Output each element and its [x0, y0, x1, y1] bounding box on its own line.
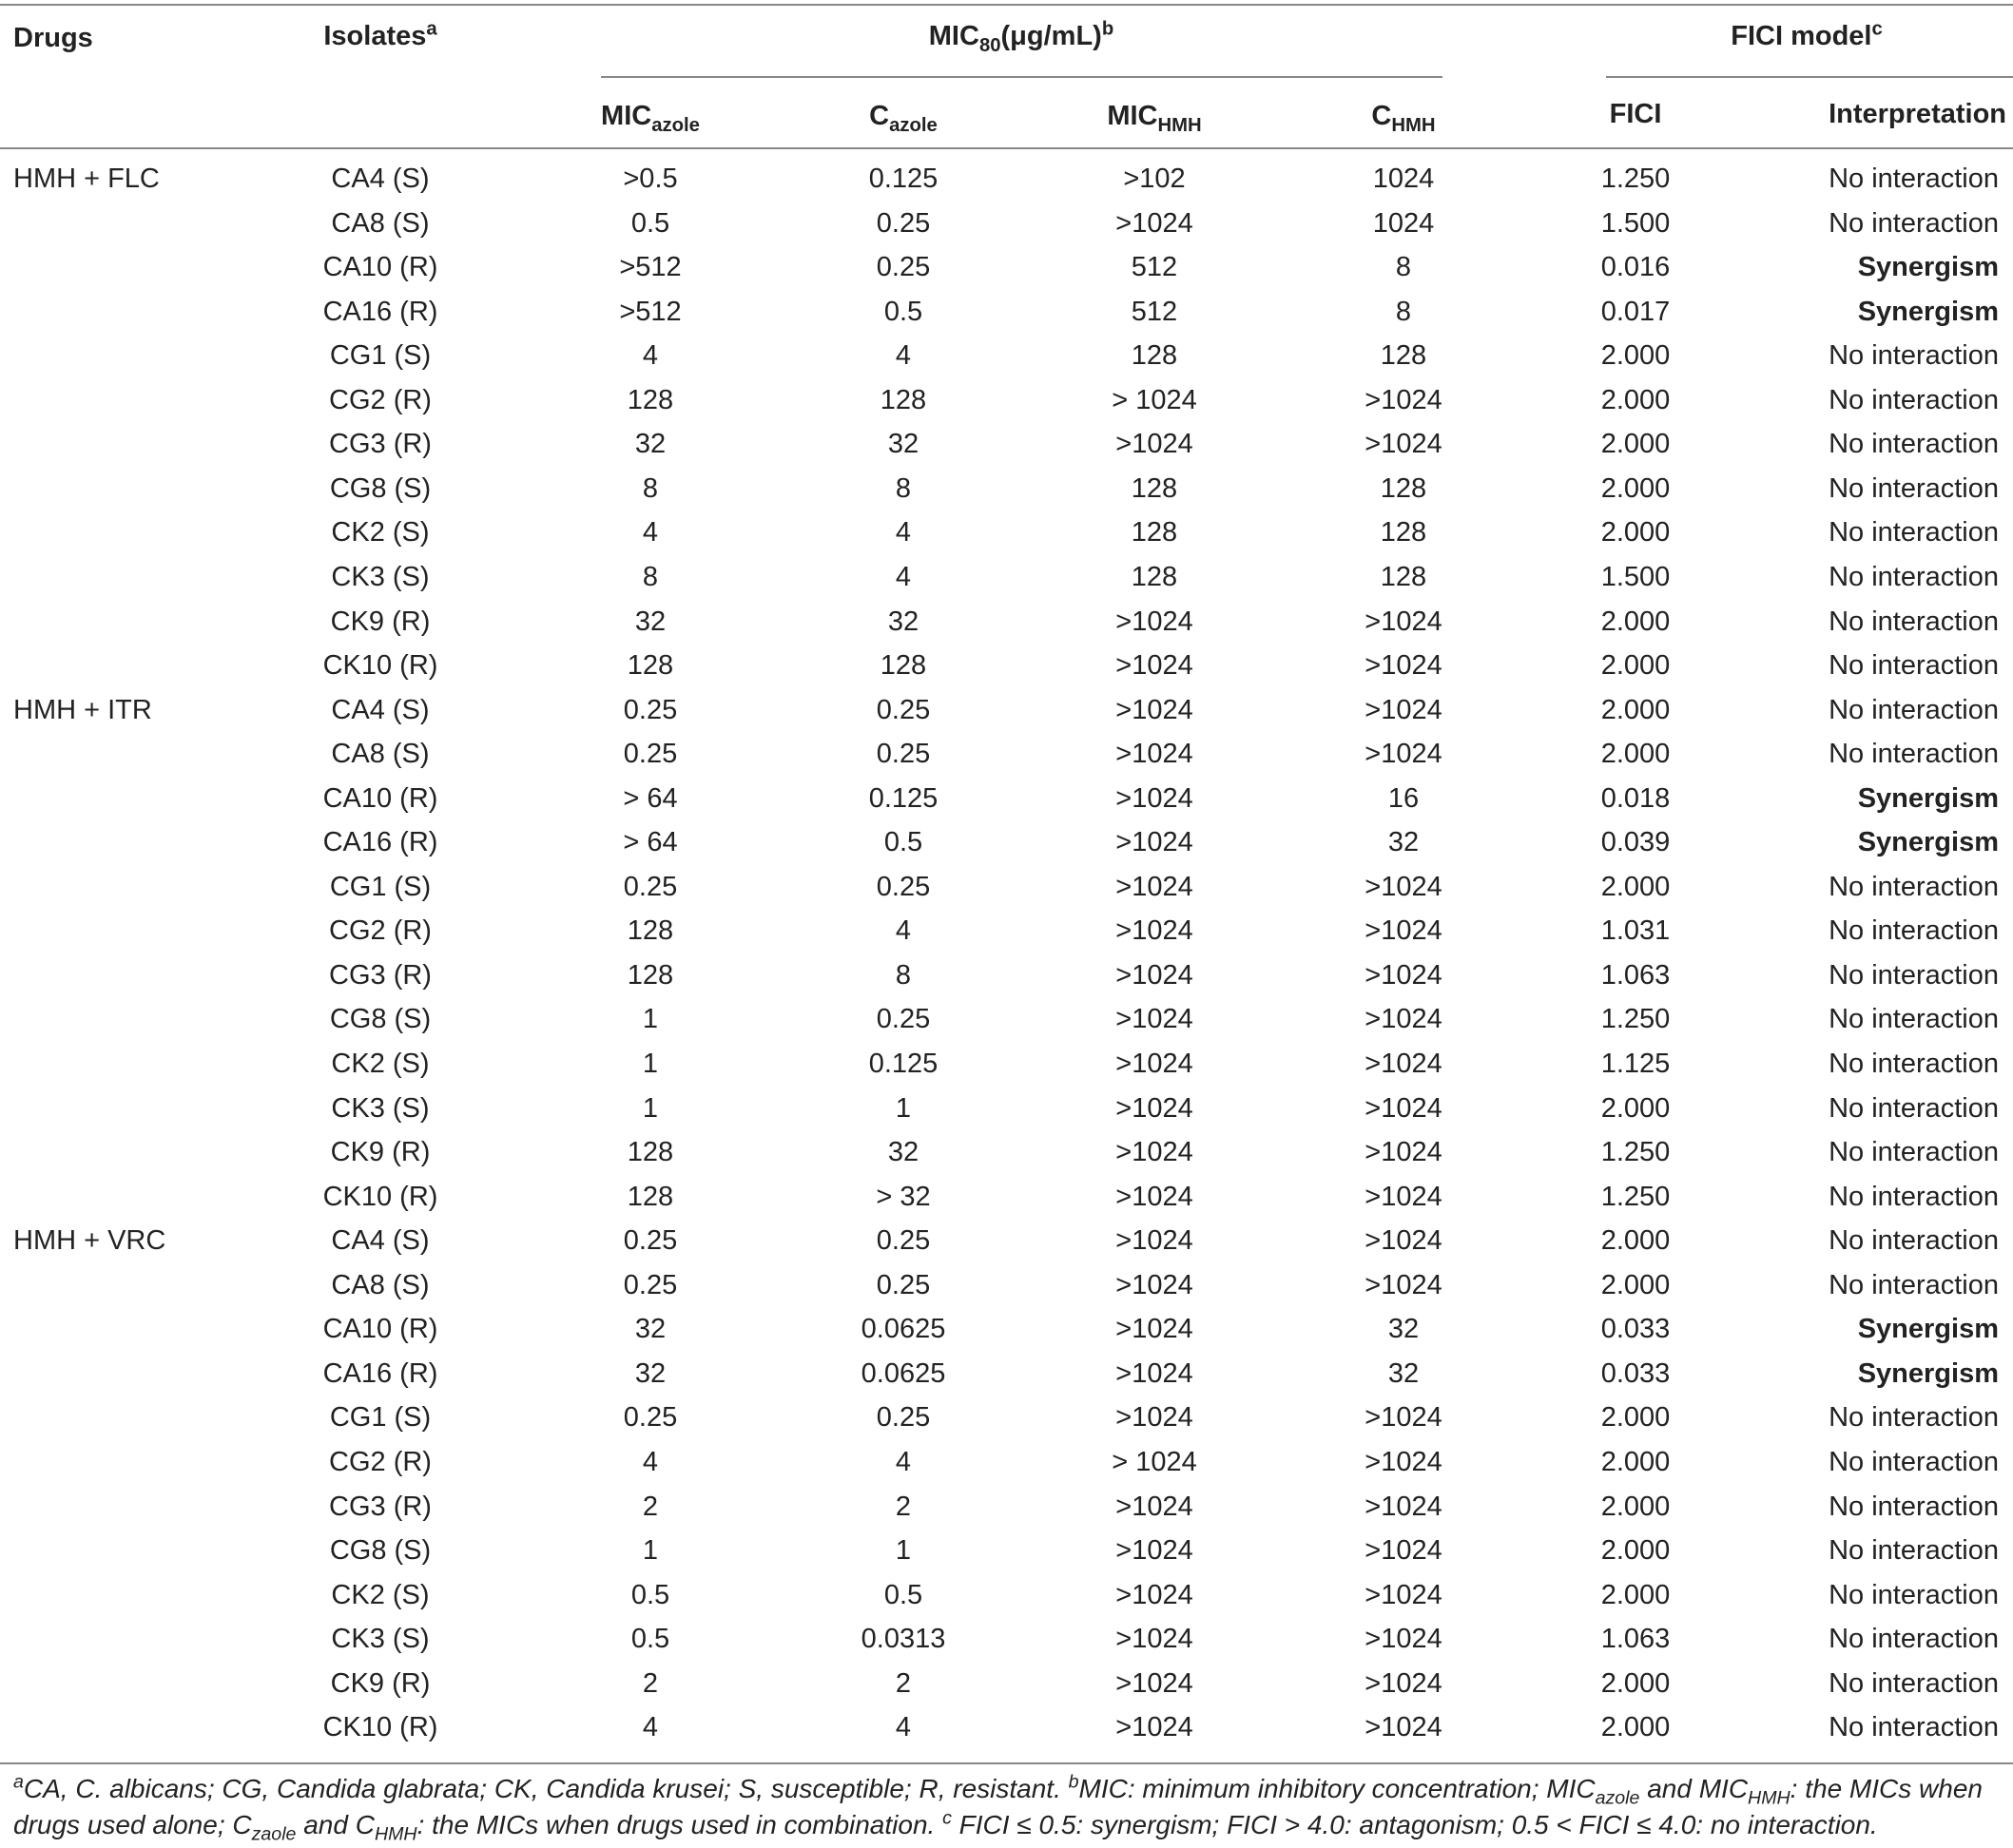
cell-c-hmh: >1024 [1365, 1446, 1442, 1477]
cell-interpretation: No interaction [1829, 1092, 1999, 1124]
cell-fici: 1.500 [1600, 561, 1671, 592]
cell-interpretation: Synergism [1857, 252, 1999, 283]
cell-fici: 2.000 [1600, 606, 1671, 637]
cell-mic-hmh: 128 [1131, 561, 1178, 592]
cell-c-hmh: >1024 [1365, 1624, 1442, 1655]
cell-c-azole: 8 [895, 472, 912, 504]
cell-mic-azole: 32 [634, 1357, 667, 1389]
header-c-hmh: $C_{HMH}$ [1371, 101, 1436, 136]
cell-fici: 1.500 [1600, 207, 1671, 239]
cell-mic-azole: 0.25 [623, 694, 678, 725]
cell-mic-hmh: >1024 [1115, 1402, 1193, 1434]
cell-mic-hmh: >1024 [1115, 959, 1193, 991]
header-fici: FICI [1609, 99, 1662, 129]
cell-interpretation: No interaction [1829, 429, 1999, 460]
header-fici-model-group: FICI model$^c$ [1731, 18, 1883, 51]
cell-mic-hmh: >1024 [1115, 1004, 1193, 1035]
cell-interpretation: No interaction [1829, 1491, 1999, 1522]
cell-mic-azole: 8 [642, 472, 659, 504]
cell-isolate: CK9 (R) [330, 606, 431, 637]
cell-isolate: CK9 (R) [330, 1137, 431, 1168]
header-drugs: Drugs [13, 23, 93, 53]
cell-isolate: CK2 (S) [331, 1579, 430, 1610]
cell-fici: 2.000 [1600, 1092, 1671, 1124]
cell-fici: 2.000 [1600, 871, 1671, 902]
cell-interpretation: No interaction [1829, 517, 1999, 549]
fici-group-rule [1606, 76, 2013, 78]
cell-mic-hmh: 512 [1131, 252, 1178, 283]
cell-interpretation: No interaction [1829, 1624, 1999, 1655]
cell-mic-hmh: >1024 [1115, 1624, 1193, 1655]
cell-isolate: CG2 (R) [329, 384, 432, 415]
header-mic80-group: $MIC_{80}(\mu g/mL)^b$ [928, 18, 1114, 56]
cell-mic-hmh: 128 [1131, 517, 1178, 549]
cell-mic-azole: 0.25 [623, 871, 678, 902]
cell-c-azole: 2 [895, 1491, 912, 1522]
cell-c-hmh: >1024 [1365, 1181, 1442, 1212]
cell-isolate: CG1 (S) [329, 1402, 432, 1434]
cell-c-azole: 0.5 [883, 827, 923, 858]
cell-c-hmh: 32 [1387, 1314, 1420, 1345]
cell-c-azole: 0.5 [883, 1579, 923, 1610]
cell-isolate: CG2 (R) [329, 1446, 432, 1477]
cell-isolate: CA10 (R) [322, 782, 438, 814]
cell-mic-hmh: >1024 [1115, 429, 1193, 460]
cell-c-azole: 128 [880, 650, 927, 682]
cell-mic-azole: 4 [642, 1712, 659, 1743]
cell-mic-azole: 32 [634, 429, 667, 460]
cell-c-azole: 0.25 [876, 871, 931, 902]
cell-fici: 2.000 [1600, 1579, 1671, 1610]
cell-fici: 1.250 [1600, 1137, 1671, 1168]
cell-c-hmh: 16 [1387, 782, 1420, 814]
cell-mic-azole: 1 [642, 1049, 659, 1079]
cell-mic-hmh: >1024 [1115, 1667, 1193, 1699]
cell-mic-azole: 0.5 [630, 207, 670, 239]
cell-fici: 1.250 [1600, 1181, 1671, 1212]
cell-mic-hmh: >1024 [1115, 915, 1193, 947]
cell-mic-hmh: >1024 [1115, 827, 1193, 858]
header-bottom-rule [0, 147, 2013, 149]
cell-c-hmh: >1024 [1365, 1579, 1442, 1610]
cell-interpretation: Synergism [1857, 296, 1999, 327]
cell-isolate: CG1 (S) [329, 871, 432, 902]
cell-c-azole: 0.25 [876, 207, 931, 239]
cell-c-hmh: >1024 [1365, 1049, 1442, 1079]
cell-c-azole: 0.25 [876, 739, 931, 770]
cell-interpretation: No interaction [1829, 1535, 1999, 1567]
cell-isolate: CG3 (R) [329, 959, 432, 991]
cell-interpretation: No interaction [1829, 959, 1999, 991]
cell-isolate: CA8 (S) [331, 739, 430, 770]
cell-fici: 2.000 [1600, 1402, 1671, 1434]
cell-c-azole: 4 [895, 517, 912, 549]
cell-interpretation: No interaction [1829, 1446, 1999, 1477]
cell-fici: 2.000 [1600, 429, 1671, 460]
cell-c-azole: 8 [895, 959, 912, 991]
cell-mic-azole: 4 [642, 517, 659, 549]
cell-isolate: CG2 (R) [329, 915, 432, 947]
cell-interpretation: No interaction [1829, 739, 1999, 770]
cell-mic-azole: 0.25 [623, 1225, 678, 1257]
cell-c-hmh: >1024 [1365, 1269, 1442, 1300]
cell-c-hmh: 8 [1395, 296, 1412, 327]
cell-isolate: CA10 (R) [322, 252, 438, 283]
table-footnote-line-2: drugs used alone; $C_{zaole}$ and $C_{HMH}$: the MICs when drugs used in combination. $^c$ FICI ≤ 0.5: synergism; FICI > 4.0: antagonism; 0.5 < FICI ≤ 4.0: no interaction. [13, 1807, 1878, 1845]
cell-isolate: CK3 (S) [331, 561, 430, 592]
cell-isolate: CK10 (R) [322, 1181, 438, 1212]
cell-c-azole: > 32 [876, 1181, 931, 1212]
cell-isolate: CA4 (S) [331, 1225, 430, 1257]
cell-c-hmh: >1024 [1365, 1225, 1442, 1257]
mic-group-rule [601, 76, 1442, 78]
cell-mic-azole: 2 [642, 1491, 659, 1522]
cell-mic-hmh: >1024 [1115, 1314, 1193, 1345]
cell-interpretation: No interaction [1829, 1181, 1999, 1212]
cell-drugs: HMH + FLC [13, 164, 160, 194]
cell-mic-hmh: >1024 [1115, 1579, 1193, 1610]
cell-interpretation: Synergism [1857, 827, 1999, 858]
cell-isolate: CA4 (S) [331, 694, 430, 725]
cell-c-hmh: >1024 [1365, 1004, 1442, 1035]
cell-interpretation: No interaction [1829, 164, 1999, 194]
cell-mic-azole: 0.5 [630, 1579, 670, 1610]
cell-fici: 1.063 [1600, 1624, 1671, 1655]
cell-mic-azole: 1 [642, 1535, 659, 1567]
cell-fici: 2.000 [1600, 694, 1671, 725]
cell-c-hmh: >1024 [1365, 871, 1442, 902]
cell-isolate: CK3 (S) [331, 1624, 430, 1655]
cell-c-hmh: 32 [1387, 827, 1420, 858]
cell-interpretation: No interaction [1829, 1225, 1999, 1257]
header-mic-azole: $MIC_{azole}$ [601, 101, 700, 136]
cell-mic-azole: 128 [627, 650, 674, 682]
cell-c-azole: 4 [895, 561, 912, 592]
cell-mic-azole: 0.25 [623, 1402, 678, 1434]
cell-mic-hmh: >1024 [1115, 1137, 1193, 1168]
cell-fici: 2.000 [1600, 650, 1671, 682]
cell-isolate: CG1 (S) [329, 340, 432, 372]
cell-isolate: CK9 (R) [330, 1667, 431, 1699]
cell-fici: 2.000 [1600, 340, 1671, 372]
cell-mic-hmh: >1024 [1115, 1092, 1193, 1124]
cell-drugs: HMH + ITR [13, 694, 152, 725]
cell-c-azole: 0.25 [876, 1402, 931, 1434]
cell-mic-azole: > 64 [623, 827, 678, 858]
cell-fici: 2.000 [1600, 1269, 1671, 1300]
cell-c-azole: 32 [887, 606, 919, 637]
cell-interpretation: No interaction [1829, 1667, 1999, 1699]
cell-c-azole: 0.25 [876, 1269, 931, 1300]
cell-mic-azole: 128 [627, 959, 674, 991]
cell-isolate: CA8 (S) [331, 1269, 430, 1300]
cell-mic-azole: >512 [619, 252, 682, 283]
cell-mic-azole: 8 [642, 561, 659, 592]
cell-c-hmh: 1024 [1372, 207, 1435, 239]
cell-mic-hmh: >102 [1123, 164, 1186, 194]
cell-fici: 1.125 [1600, 1049, 1671, 1079]
cell-fici: 0.017 [1600, 296, 1671, 327]
header-isolates: Isolates$^a$ [323, 18, 437, 51]
cell-mic-azole: 1 [642, 1092, 659, 1124]
cell-isolate: CA16 (R) [322, 296, 438, 327]
cell-mic-hmh: >1024 [1115, 1181, 1193, 1212]
cell-mic-azole: 128 [627, 384, 674, 415]
cell-c-hmh: 8 [1395, 252, 1412, 283]
cell-fici: 2.000 [1600, 517, 1671, 549]
cell-fici: 1.250 [1600, 1004, 1671, 1035]
cell-c-azole: 0.25 [876, 252, 931, 283]
cell-mic-hmh: > 1024 [1112, 1446, 1197, 1477]
cell-mic-hmh: >1024 [1115, 1269, 1193, 1300]
cell-c-azole: 128 [880, 384, 927, 415]
cell-fici: 2.000 [1600, 1225, 1671, 1257]
cell-mic-hmh: >1024 [1115, 871, 1193, 902]
cell-c-azole: 0.25 [876, 1225, 931, 1257]
cell-isolate: CK2 (S) [331, 1049, 430, 1079]
cell-mic-azole: 0.5 [630, 1624, 670, 1655]
cell-c-hmh: >1024 [1365, 1137, 1442, 1168]
cell-interpretation: No interaction [1829, 1712, 1999, 1743]
cell-mic-azole: 2 [642, 1667, 659, 1699]
bottom-rule [0, 1762, 2013, 1764]
cell-c-azole: 4 [895, 340, 912, 372]
cell-mic-hmh: >1024 [1115, 1491, 1193, 1522]
cell-mic-azole: 128 [627, 915, 674, 947]
cell-interpretation: Synergism [1857, 782, 1999, 814]
cell-mic-hmh: 128 [1131, 340, 1178, 372]
cell-fici: 1.250 [1600, 164, 1671, 194]
cell-mic-hmh: >1024 [1115, 694, 1193, 725]
cell-c-azole: 0.125 [868, 164, 939, 194]
cell-c-azole: 0.25 [876, 1004, 931, 1035]
cell-fici: 0.016 [1600, 252, 1671, 283]
cell-c-azole: 0.125 [868, 1049, 939, 1079]
cell-interpretation: No interaction [1829, 606, 1999, 637]
cell-fici: 2.000 [1600, 1535, 1671, 1567]
cell-isolate: CA10 (R) [322, 1314, 438, 1345]
cell-mic-azole: >0.5 [623, 164, 678, 194]
cell-c-hmh: >1024 [1365, 606, 1442, 637]
cell-isolate: CK10 (R) [322, 1712, 438, 1743]
cell-mic-hmh: 128 [1131, 472, 1178, 504]
cell-c-hmh: >1024 [1365, 915, 1442, 947]
cell-interpretation: No interaction [1829, 561, 1999, 592]
cell-mic-azole: 4 [642, 340, 659, 372]
cell-isolate: CG8 (S) [329, 1004, 432, 1035]
cell-c-azole: 32 [887, 429, 919, 460]
cell-mic-hmh: >1024 [1115, 207, 1193, 239]
cell-c-azole: 0.125 [868, 782, 939, 814]
cell-fici: 0.018 [1600, 782, 1671, 814]
cell-mic-azole: 4 [642, 1446, 659, 1477]
header-c-azole: $C_{azole}$ [869, 101, 938, 136]
cell-interpretation: Synergism [1857, 1314, 1999, 1345]
cell-mic-hmh: >1024 [1115, 606, 1193, 637]
cell-c-azole: 0.0313 [861, 1624, 946, 1655]
cell-interpretation: No interaction [1829, 384, 1999, 415]
cell-c-hmh: >1024 [1365, 1667, 1442, 1699]
cell-fici: 1.063 [1600, 959, 1671, 991]
cell-c-hmh: >1024 [1365, 384, 1442, 415]
top-rule [0, 4, 2013, 6]
cell-isolate: CG8 (S) [329, 472, 432, 504]
cell-c-hmh: >1024 [1365, 1402, 1442, 1434]
cell-mic-hmh: >1024 [1115, 782, 1193, 814]
cell-interpretation: No interaction [1829, 871, 1999, 902]
cell-c-azole: 32 [887, 1137, 919, 1168]
header-mic-hmh: $MIC_{HMH}$ [1107, 101, 1202, 136]
cell-c-hmh: >1024 [1365, 1092, 1442, 1124]
cell-interpretation: No interaction [1829, 1269, 1999, 1300]
cell-fici: 2.000 [1600, 384, 1671, 415]
cell-mic-hmh: >1024 [1115, 1357, 1193, 1389]
cell-c-hmh: 128 [1380, 340, 1427, 372]
cell-fici: 2.000 [1600, 1446, 1671, 1477]
cell-fici: 0.033 [1600, 1357, 1671, 1389]
cell-isolate: CK2 (S) [331, 517, 430, 549]
cell-mic-azole: > 64 [623, 782, 678, 814]
cell-drugs: HMH + VRC [13, 1225, 166, 1257]
cell-interpretation: Synergism [1857, 1357, 1999, 1389]
cell-isolate: CG8 (S) [329, 1535, 432, 1567]
cell-fici: 1.031 [1600, 915, 1671, 947]
cell-c-azole: 0.0625 [861, 1314, 946, 1345]
cell-interpretation: No interaction [1829, 340, 1999, 372]
cell-mic-azole: 32 [634, 1314, 667, 1345]
cell-fici: 2.000 [1600, 472, 1671, 504]
cell-c-azole: 1 [895, 1535, 912, 1567]
cell-c-hmh: >1024 [1365, 739, 1442, 770]
cell-fici: 0.033 [1600, 1314, 1671, 1345]
cell-c-azole: 4 [895, 915, 912, 947]
cell-interpretation: No interaction [1829, 1579, 1999, 1610]
cell-c-hmh: >1024 [1365, 1491, 1442, 1522]
cell-fici: 2.000 [1600, 739, 1671, 770]
cell-fici: 2.000 [1600, 1491, 1671, 1522]
cell-mic-hmh: >1024 [1115, 650, 1193, 682]
cell-isolate: CK3 (S) [331, 1092, 430, 1124]
header-interpretation: Interpretation [1829, 99, 2006, 129]
cell-interpretation: No interaction [1829, 472, 1999, 504]
cell-c-azole: 0.5 [883, 296, 923, 327]
cell-mic-hmh: 512 [1131, 296, 1178, 327]
cell-c-hmh: >1024 [1365, 694, 1442, 725]
cell-interpretation: No interaction [1829, 694, 1999, 725]
cell-c-azole: 4 [895, 1712, 912, 1743]
cell-mic-hmh: >1024 [1115, 739, 1193, 770]
cell-isolate: CK10 (R) [322, 650, 438, 682]
cell-interpretation: No interaction [1829, 1049, 1999, 1079]
cell-interpretation: No interaction [1829, 1137, 1999, 1168]
cell-c-hmh: >1024 [1365, 959, 1442, 991]
cell-interpretation: No interaction [1829, 207, 1999, 239]
cell-fici: 2.000 [1600, 1712, 1671, 1743]
cell-isolate: CA16 (R) [322, 1357, 438, 1389]
cell-isolate: CA4 (S) [331, 164, 430, 194]
cell-isolate: CA8 (S) [331, 207, 430, 239]
cell-c-hmh: 128 [1380, 472, 1427, 504]
cell-mic-hmh: > 1024 [1112, 384, 1197, 415]
cell-mic-azole: 128 [627, 1181, 674, 1212]
cell-mic-hmh: >1024 [1115, 1535, 1193, 1567]
cell-c-hmh: >1024 [1365, 1535, 1442, 1567]
cell-mic-azole: 128 [627, 1137, 674, 1168]
cell-c-hmh: 1024 [1372, 164, 1435, 194]
cell-c-hmh: >1024 [1365, 1712, 1442, 1743]
cell-mic-azole: 0.25 [623, 1269, 678, 1300]
cell-mic-azole: 0.25 [623, 739, 678, 770]
cell-c-hmh: >1024 [1365, 429, 1442, 460]
cell-c-azole: 0.25 [876, 694, 931, 725]
cell-mic-hmh: >1024 [1115, 1225, 1193, 1257]
cell-mic-hmh: >1024 [1115, 1049, 1193, 1079]
cell-interpretation: No interaction [1829, 650, 1999, 682]
cell-mic-azole: 32 [634, 606, 667, 637]
cell-isolate: CG3 (R) [329, 1491, 432, 1522]
cell-c-hmh: 32 [1387, 1357, 1420, 1389]
cell-isolate: CA16 (R) [322, 827, 438, 858]
cell-mic-azole: 1 [642, 1004, 659, 1035]
table-footnote-line-1: $^a$CA, C. albicans; CG, Candida glabrata; CK, Candida krusei; S, susceptible; R, resistant. $^b$MIC: minimum inhibitory concentration; $MIC_{azole}$ and $MIC_{HMH}$: the MICs when [13, 1771, 1983, 1809]
cell-c-azole: 1 [895, 1092, 912, 1124]
cell-c-azole: 4 [895, 1446, 912, 1477]
cell-c-azole: 2 [895, 1667, 912, 1699]
cell-c-hmh: 128 [1380, 561, 1427, 592]
cell-c-hmh: 128 [1380, 517, 1427, 549]
cell-c-azole: 0.0625 [861, 1357, 946, 1389]
cell-interpretation: No interaction [1829, 1004, 1999, 1035]
cell-isolate: CG3 (R) [329, 429, 432, 460]
cell-interpretation: No interaction [1829, 1402, 1999, 1434]
cell-c-hmh: >1024 [1365, 650, 1442, 682]
cell-mic-azole: >512 [619, 296, 682, 327]
cell-mic-hmh: >1024 [1115, 1712, 1193, 1743]
cell-fici: 0.039 [1600, 827, 1671, 858]
cell-interpretation: No interaction [1829, 915, 1999, 947]
cell-fici: 2.000 [1600, 1667, 1671, 1699]
